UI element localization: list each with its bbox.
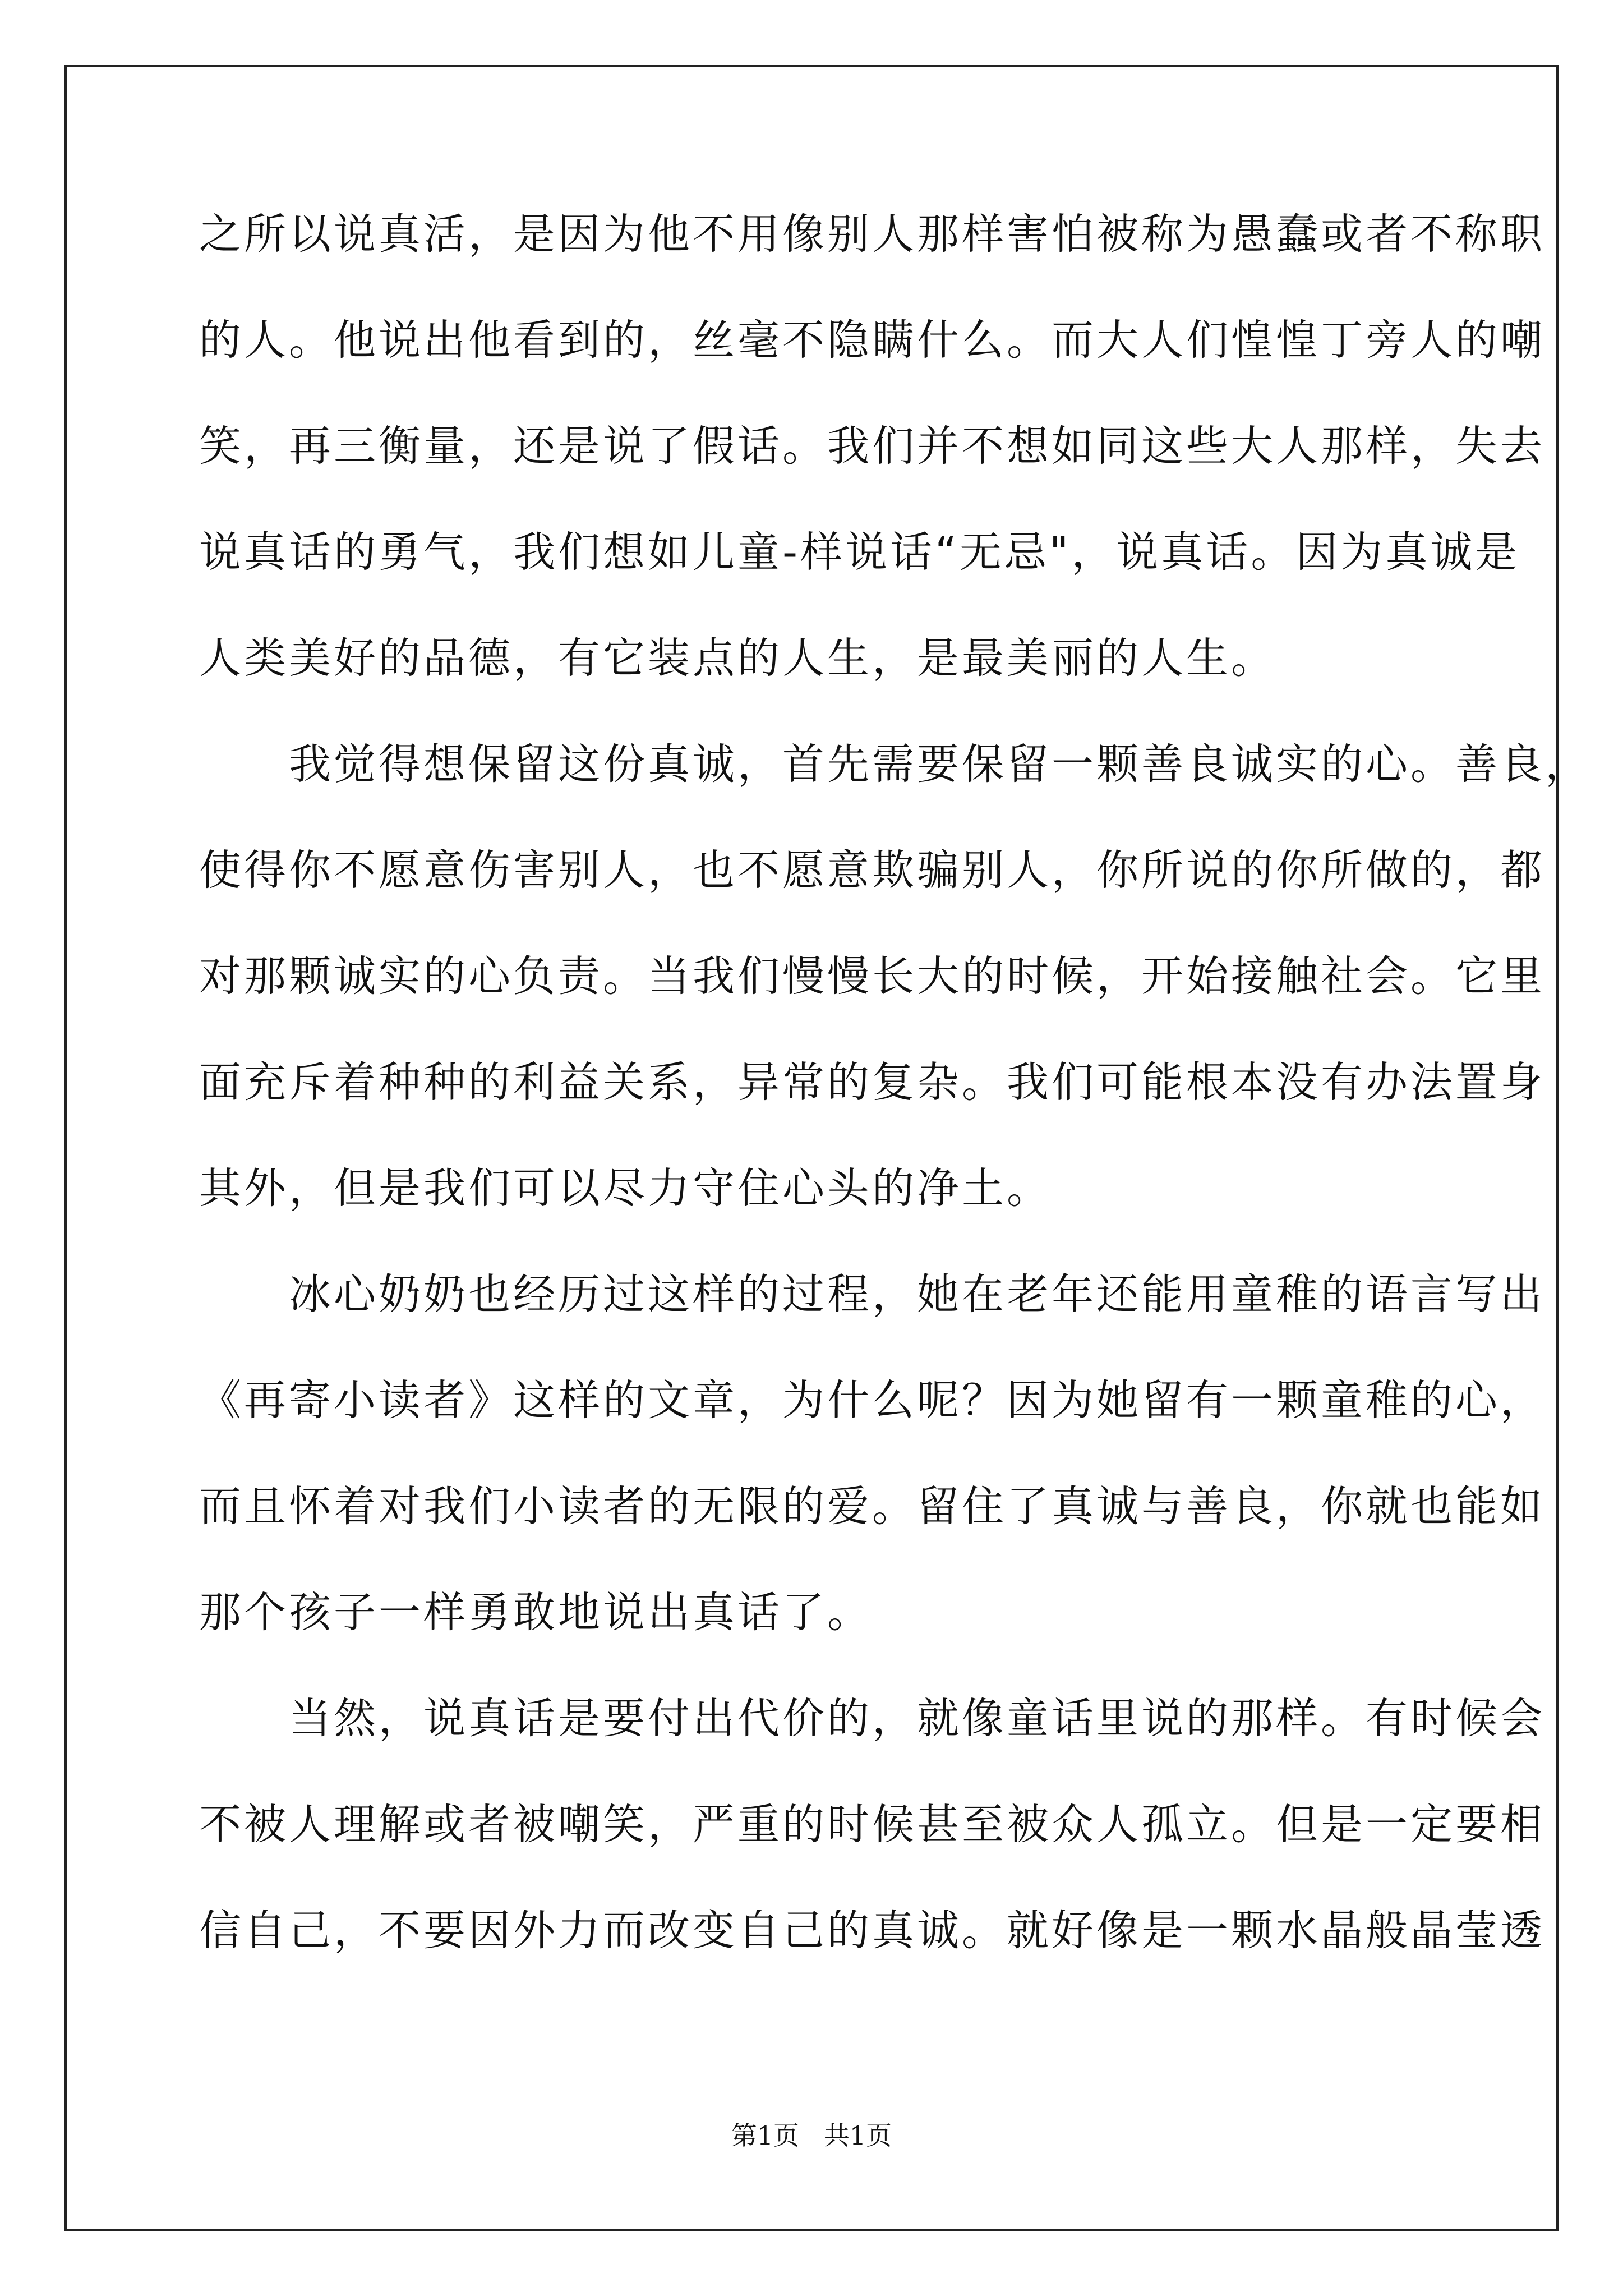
text-line: 冰心奶奶也经历过这样的过程，她在老年还能用童稚的语言写出	[199, 1269, 1546, 1319]
text-line: 之所以说真活，是因为他不用像别人那样害怕被称为愚蠢或者不称职	[199, 209, 1546, 259]
text-line: 当然，说真话是要付出代价的，就像童话里说的那样。有时候会	[199, 1694, 1546, 1743]
text-line: 而且怀着对我们小读者的无限的爱。留住了真诚与善良，你就也能如	[199, 1481, 1546, 1531]
text-line: 使得你不愿意伤害别人，也不愿意欺骗别人，你所说的你所做的，都	[199, 845, 1546, 895]
text-line: 人类美好的品德，有它装点的人生，是最美丽的人生。	[199, 633, 1276, 683]
text-line: 对那颗诚实的心负责。当我们慢慢长大的时候，开始接触社会。它里	[199, 951, 1546, 1001]
text-line: 那个孩子一样勇敢地说出真话了。	[199, 1588, 873, 1637]
text-line: 的人。他说出他看到的，丝毫不隐瞒什么。而大人们惶惶丁旁人的嘲	[199, 315, 1546, 365]
text-line: 我觉得想保留这份真诚，首先需要保留一颗善良诚实的心。善良，	[199, 739, 1590, 789]
page-footer: 第1页 共1页	[731, 2120, 892, 2151]
text-line: 信自己，不要因外力而改变自己的真诚。就好像是一颗水晶般晶莹透	[199, 1906, 1546, 1955]
document-body	[199, 209, 1590, 2016]
text-line: 面充斥着种种的利益关系，异常的复杂。我们可能根本没有办法置身	[199, 1057, 1546, 1107]
text-line: 其外，但是我们可以尽力守住心头的净土。	[199, 1163, 1052, 1213]
text-line: 《再寄小读者》这样的文章，为什么呢？因为她留有一颗童稚的心，	[199, 1375, 1546, 1425]
text-line: 说真话的勇气，我们想如儿童-样说话“无忌"，说真话。因为真诚是	[199, 527, 1520, 577]
text-line: 不被人理解或者被嘲笑，严重的时候甚至被众人孤立。但是一定要相	[199, 1800, 1546, 1849]
text-line: 笑，再三衡量，还是说了假话。我们并不想如同这些大人那样，失去	[199, 421, 1546, 471]
